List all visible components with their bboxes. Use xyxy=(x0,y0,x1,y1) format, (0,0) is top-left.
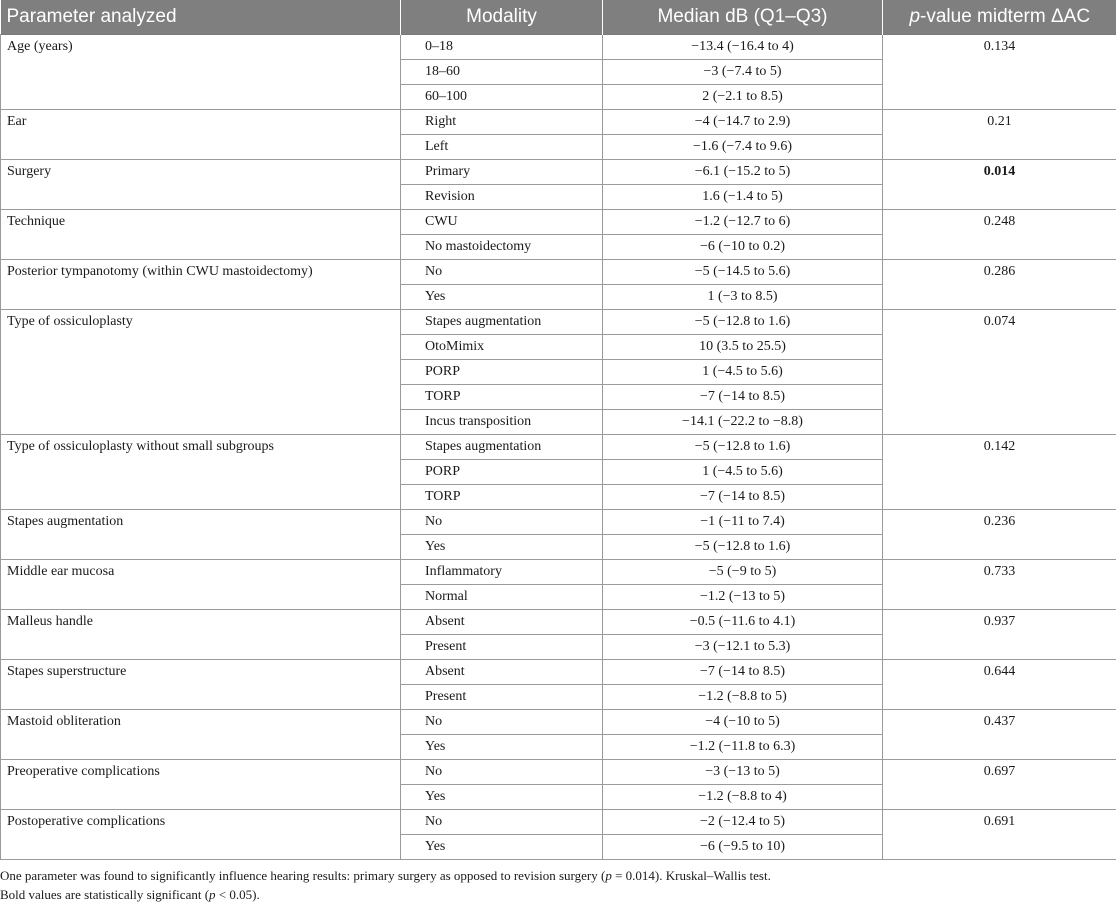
footnote-1 xyxy=(0,866,1116,885)
modality-cell: Yes xyxy=(401,535,603,560)
table-row xyxy=(1,610,1116,635)
header-pvalue xyxy=(883,0,1116,35)
median-cell: −14.1 (−22.2 to −8.8) xyxy=(603,410,883,435)
modality-cell: Yes xyxy=(401,285,603,310)
pvalue-cell: 0.937 xyxy=(883,610,1116,660)
parameter-cell: Technique xyxy=(1,210,401,260)
header-parameter: Parameter analyzed xyxy=(1,0,401,35)
table-row xyxy=(1,260,1116,285)
parameter-cell: Postoperative complications xyxy=(1,810,401,860)
median-cell: −1.2 (−13 to 5) xyxy=(603,585,883,610)
modality-cell: Left xyxy=(401,135,603,160)
table-row xyxy=(1,110,1116,135)
pvalue-cell: 0.236 xyxy=(883,510,1116,560)
median-cell: −5 (−12.8 to 1.6) xyxy=(603,535,883,560)
modality-cell: Stapes augmentation xyxy=(401,435,603,460)
median-cell: −1.6 (−7.4 to 9.6) xyxy=(603,135,883,160)
table-row xyxy=(1,710,1116,735)
median-cell: 1 (−4.5 to 5.6) xyxy=(603,360,883,385)
header-pvalue-rest: -value midterm ΔAC xyxy=(920,6,1091,27)
median-cell: −6.1 (−15.2 to 5) xyxy=(603,160,883,185)
parameter-cell: Malleus handle xyxy=(1,610,401,660)
footnote-2-p: p xyxy=(209,887,216,902)
median-cell: −3 (−7.4 to 5) xyxy=(603,60,883,85)
parameter-cell: Stapes augmentation xyxy=(1,510,401,560)
modality-cell: 18–60 xyxy=(401,60,603,85)
median-cell: −5 (−14.5 to 5.6) xyxy=(603,260,883,285)
parameter-cell: Posterior tympanotomy (within CWU mastoidectomy) xyxy=(1,260,401,310)
modality-cell: PORP xyxy=(401,360,603,385)
modality-cell: Present xyxy=(401,635,603,660)
median-cell: 2 (−2.1 to 8.5) xyxy=(603,85,883,110)
modality-cell: Absent xyxy=(401,610,603,635)
median-cell: −1.2 (−8.8 to 4) xyxy=(603,785,883,810)
modality-cell: PORP xyxy=(401,460,603,485)
parameter-cell: Middle ear mucosa xyxy=(1,560,401,610)
median-cell: 1 (−3 to 8.5) xyxy=(603,285,883,310)
median-cell: 10 (3.5 to 25.5) xyxy=(603,335,883,360)
parameter-cell: Type of ossiculoplasty without small subgroups xyxy=(1,435,401,510)
header-median: Median dB (Q1–Q3) xyxy=(603,0,883,35)
table-row xyxy=(1,35,1116,60)
modality-cell: CWU xyxy=(401,210,603,235)
modality-cell: No mastoidectomy xyxy=(401,235,603,260)
table-row xyxy=(1,310,1116,335)
median-cell: −1.2 (−12.7 to 6) xyxy=(603,210,883,235)
table-body xyxy=(1,35,1116,860)
median-cell: −6 (−10 to 0.2) xyxy=(603,235,883,260)
table-row xyxy=(1,660,1116,685)
footnote-2-text-b: < 0.05). xyxy=(215,887,260,902)
median-cell: −3 (−13 to 5) xyxy=(603,760,883,785)
modality-cell: Yes xyxy=(401,835,603,860)
modality-cell: Absent xyxy=(401,660,603,685)
median-cell: −4 (−14.7 to 2.9) xyxy=(603,110,883,135)
pvalue-cell: 0.014 xyxy=(883,160,1116,210)
footnote-1-text-b: = 0.014). Kruskal–Wallis test. xyxy=(611,868,771,883)
pvalue-cell: 0.074 xyxy=(883,310,1116,435)
modality-cell: Stapes augmentation xyxy=(401,310,603,335)
pvalue-cell: 0.286 xyxy=(883,260,1116,310)
median-cell: −5 (−12.8 to 1.6) xyxy=(603,310,883,335)
modality-cell: No xyxy=(401,260,603,285)
pvalue-cell: 0.21 xyxy=(883,110,1116,160)
footnote-1-text-a: One parameter was found to significantly influence hearing results: primary surgery as opposed to revision surgery ( xyxy=(0,868,606,883)
footnote-2 xyxy=(0,885,1116,904)
median-cell: −0.5 (−11.6 to 4.1) xyxy=(603,610,883,635)
median-cell: −5 (−12.8 to 1.6) xyxy=(603,435,883,460)
header-modality: Modality xyxy=(401,0,603,35)
median-cell: −13.4 (−16.4 to 4) xyxy=(603,35,883,60)
modality-cell: No xyxy=(401,510,603,535)
modality-cell: TORP xyxy=(401,485,603,510)
modality-cell: TORP xyxy=(401,385,603,410)
parameter-cell: Ear xyxy=(1,110,401,160)
table-row xyxy=(1,210,1116,235)
modality-cell: Yes xyxy=(401,785,603,810)
modality-cell: 60–100 xyxy=(401,85,603,110)
table-row xyxy=(1,810,1116,835)
modality-cell: Present xyxy=(401,685,603,710)
footnote-2-text-a: Bold values are statistically significant ( xyxy=(0,887,210,902)
median-cell: −4 (−10 to 5) xyxy=(603,710,883,735)
median-cell: −1.2 (−8.8 to 5) xyxy=(603,685,883,710)
parameter-cell: Mastoid obliteration xyxy=(1,710,401,760)
median-cell: −7 (−14 to 8.5) xyxy=(603,660,883,685)
median-cell: −7 (−14 to 8.5) xyxy=(603,385,883,410)
median-cell: −1 (−11 to 7.4) xyxy=(603,510,883,535)
pvalue-cell: 0.248 xyxy=(883,210,1116,260)
median-cell: −5 (−9 to 5) xyxy=(603,560,883,585)
median-cell: 1.6 (−1.4 to 5) xyxy=(603,185,883,210)
modality-cell: Revision xyxy=(401,185,603,210)
median-cell: −1.2 (−11.8 to 6.3) xyxy=(603,735,883,760)
pvalue-cell: 0.733 xyxy=(883,560,1116,610)
median-cell: −7 (−14 to 8.5) xyxy=(603,485,883,510)
median-cell: −3 (−12.1 to 5.3) xyxy=(603,635,883,660)
header-row xyxy=(1,0,1116,35)
table-row xyxy=(1,560,1116,585)
pvalue-cell: 0.142 xyxy=(883,435,1116,510)
modality-cell: No xyxy=(401,810,603,835)
modality-cell: Primary xyxy=(401,160,603,185)
modality-cell: No xyxy=(401,760,603,785)
modality-cell: No xyxy=(401,710,603,735)
pvalue-cell: 0.644 xyxy=(883,660,1116,710)
table-row xyxy=(1,160,1116,185)
modality-cell: 0–18 xyxy=(401,35,603,60)
table-row xyxy=(1,760,1116,785)
modality-cell: OtoMimix xyxy=(401,335,603,360)
parameter-cell: Preoperative complications xyxy=(1,760,401,810)
median-cell: −6 (−9.5 to 10) xyxy=(603,835,883,860)
header-pvalue-italic: p xyxy=(909,6,921,27)
median-cell: −2 (−12.4 to 5) xyxy=(603,810,883,835)
pvalue-cell: 0.691 xyxy=(883,810,1116,860)
modality-cell: Yes xyxy=(401,735,603,760)
footnote-1-p: p xyxy=(605,868,612,883)
median-cell: 1 (−4.5 to 5.6) xyxy=(603,460,883,485)
table-row xyxy=(1,435,1116,460)
table-footnotes xyxy=(0,860,1116,904)
pvalue-cell: 0.437 xyxy=(883,710,1116,760)
parameter-cell: Type of ossiculoplasty xyxy=(1,310,401,435)
modality-cell: Incus transposition xyxy=(401,410,603,435)
modality-cell: Inflammatory xyxy=(401,560,603,585)
table-row xyxy=(1,510,1116,535)
parameter-cell: Stapes superstructure xyxy=(1,660,401,710)
parameter-cell: Age (years) xyxy=(1,35,401,110)
modality-cell: Normal xyxy=(401,585,603,610)
modality-cell: Right xyxy=(401,110,603,135)
pvalue-cell: 0.134 xyxy=(883,35,1116,110)
parameter-cell: Surgery xyxy=(1,160,401,210)
pvalue-cell: 0.697 xyxy=(883,760,1116,810)
